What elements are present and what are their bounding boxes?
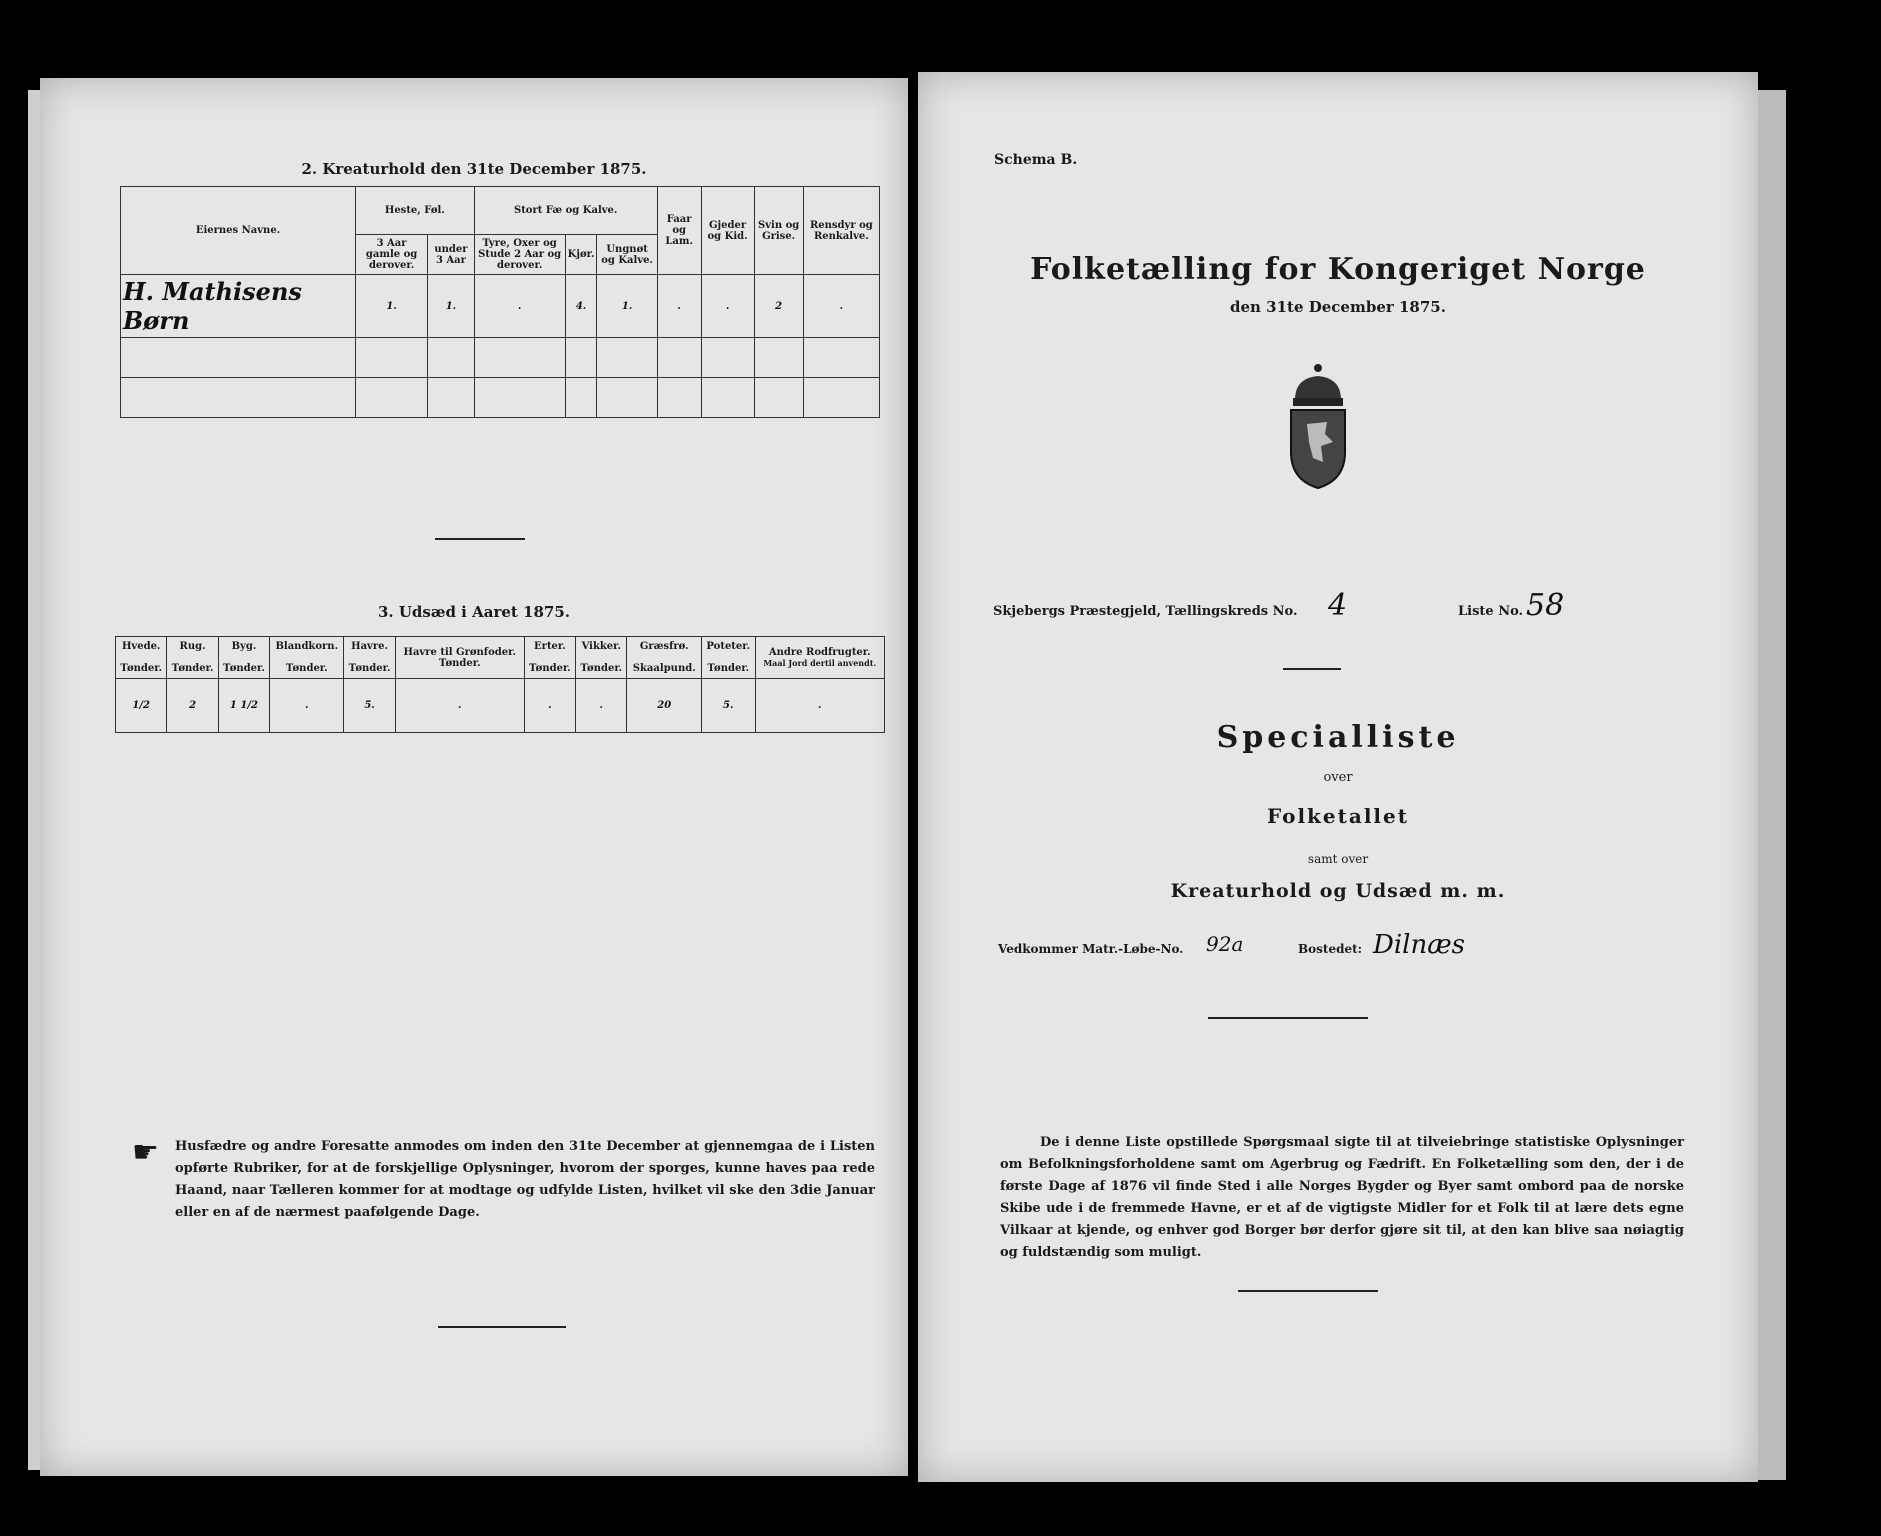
pigs-header: Svin og Grise. [754, 187, 803, 275]
bosted-value: Dilnæs [1373, 930, 1466, 960]
seed-header: Havre. Tønder. [344, 637, 395, 679]
right-page-edge [1756, 90, 1786, 1480]
reindeer-header: Rensdyr og Renkalve. [803, 187, 879, 275]
samt-over-text: samt over [1307, 852, 1369, 866]
right-page [918, 72, 1758, 1482]
seed-header: Byg. Tønder. [218, 637, 269, 679]
divider-rule [1208, 1017, 1368, 1019]
seed-header: Rug. Tønder. [167, 637, 218, 679]
seed-header: Hvede. Tønder. [116, 637, 167, 679]
horses-sub-2: under 3 Aar [428, 235, 474, 275]
seed-cell: . [576, 679, 627, 733]
divider-rule [438, 1326, 566, 1328]
kreaturhold-text: Kreaturhold og Udsæd m. m. [1170, 880, 1506, 902]
horses-header: Heste, Føl. [356, 187, 475, 235]
seed-header: Andre Rodfrugter. Maal Jord dertil anvendt. [755, 637, 884, 679]
horses-sub-1: 3 Aar gamle og derover. [356, 235, 428, 275]
divider-rule [1238, 1290, 1378, 1292]
notice-text: Husfædre og andre Foresatte anmodes om inden den 31te December at gjennemgaa de i Listen opførte Rubriker, for at de forskjellige Oplysninger, hvorom der sporges, kunne haves paa rede Haand, naar Tælleren kommer for at modtage og udfylde Listen, hvilket vil ske den 3die Januar eller en af de nærmest paafølgende Dage. [175, 1139, 875, 1220]
seed-header: Vikker. Tønder. [576, 637, 627, 679]
left-page [40, 78, 908, 1476]
seed-header: Græsfrø. Skaalpund. [627, 637, 702, 679]
seed-header: Blandkorn. Tønder. [270, 637, 344, 679]
seed-cell: . [524, 679, 575, 733]
livestock-cell: 2 [754, 275, 803, 338]
livestock-cell: 4. [565, 275, 597, 338]
divider-rule [1283, 668, 1341, 670]
special-title: Specialliste [1216, 720, 1460, 755]
section2-title: 2. Kreaturhold den 31te December 1875. [301, 160, 647, 178]
seed-cell: 5. [344, 679, 395, 733]
divider-rule [435, 538, 525, 540]
seed-cell: 1/2 [116, 679, 167, 733]
schema-label: Schema B. [994, 152, 1078, 168]
explanation-text: De i denne Liste opstillede Spørgsmaal sigte til at tilveiebringe statistiske Oplysninger om Befolkningsforholdene samt om Agerbrug og Fædrift. En Folketælling som den, der i de første Dage af 1876 vil finde Sted i alle Norges Bygder og Byer samt ombord paa de norske Skibe ude i de fremmede Havne, er et af de vigtigste Midler for et Folk til at lære dets egne Vilkaar at kjende, og enhver god Borger bør derfor gjøre sit til, at den kan blive saa nøiagtig og fuldstændig som muligt. [1000, 1135, 1684, 1260]
livestock-cell: 1. [597, 275, 657, 338]
livestock-cell: . [474, 275, 565, 338]
date-line: den 31te December 1875. [1230, 298, 1446, 316]
owner-header: Eiernes Navne. [121, 187, 356, 275]
livestock-table [120, 186, 880, 418]
matr-number: 92a [1206, 932, 1244, 956]
sheep-header: Faar og Lam. [657, 187, 701, 275]
owner-cell: H. Mathisens Børn [121, 275, 356, 338]
livestock-cell: . [657, 275, 701, 338]
seed-cell: 1 1/2 [218, 679, 269, 733]
coat-of-arms-icon [1283, 362, 1353, 492]
folketallet-text: Folketallet [1267, 804, 1409, 828]
seed-header: Poteter. Tønder. [702, 637, 755, 679]
goats-header: Gjeder og Kid. [701, 187, 754, 275]
cattle-sub-3: Ungnøt og Kalve. [597, 235, 657, 275]
livestock-cell: . [701, 275, 754, 338]
seed-cell: 5. [702, 679, 755, 733]
seed-cell: 20 [627, 679, 702, 733]
cattle-sub-2: Kjør. [565, 235, 597, 275]
seed-cell: . [270, 679, 344, 733]
seed-cell: . [755, 679, 884, 733]
district-number: 4 [1328, 588, 1348, 623]
cattle-sub-1: Tyre, Oxer og Stude 2 Aar og derover. [474, 235, 565, 275]
section3-title: 3. Udsæd i Aaret 1875. [377, 603, 571, 621]
parish-label: Skjebergs Præstegjeld, Tællingskreds No. [993, 604, 1298, 619]
livestock-cell: 1. [428, 275, 474, 338]
livestock-cell: 1. [356, 275, 428, 338]
matr-label: Vedkommer Matr.-Løbe-No. [998, 942, 1184, 956]
seed-cell: . [395, 679, 524, 733]
main-title: Folketælling for Kongeriget Norge [1030, 252, 1646, 287]
list-label: Liste No. [1458, 604, 1524, 619]
list-number: 58 [1526, 588, 1565, 623]
bosted-label: Bostedet: [1298, 942, 1363, 956]
pointing-hand-icon: ☛ [132, 1135, 159, 1170]
over-text: over [1323, 770, 1353, 785]
seed-cell: 2 [167, 679, 218, 733]
cattle-header: Stort Fæ og Kalve. [474, 187, 657, 235]
seed-table [115, 636, 885, 733]
seed-header: Havre til Grønfoder. Tønder. [395, 637, 524, 679]
livestock-cell: . [803, 275, 879, 338]
seed-header: Erter. Tønder. [524, 637, 575, 679]
